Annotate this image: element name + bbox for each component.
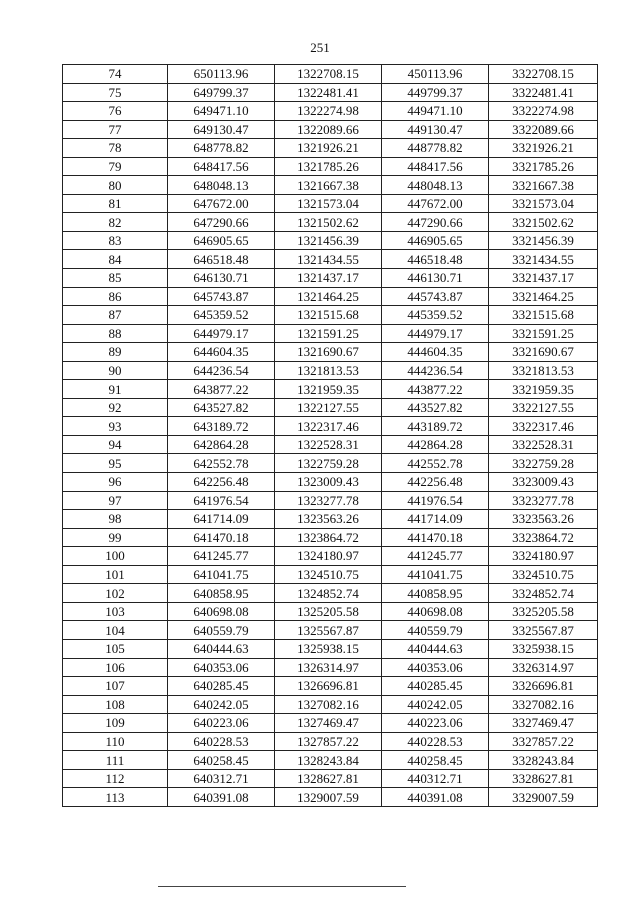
x1-cell: 640258.45 (168, 751, 275, 770)
y2-cell: 3327082.16 (489, 695, 598, 714)
y1-cell: 1324180.97 (275, 547, 382, 566)
table-row (63, 324, 598, 343)
table-row (63, 157, 598, 176)
point-number-cell: 93 (63, 417, 168, 436)
x2-cell: 441470.18 (382, 528, 489, 547)
y1-cell: 1326314.97 (275, 658, 382, 677)
point-number-cell: 108 (63, 695, 168, 714)
x1-cell: 646518.48 (168, 250, 275, 269)
y2-cell: 3322708.15 (489, 65, 598, 84)
point-number-cell: 85 (63, 269, 168, 288)
x1-cell: 644604.35 (168, 343, 275, 362)
point-number-cell: 112 (63, 769, 168, 788)
x1-cell: 640242.05 (168, 695, 275, 714)
y1-cell: 1324852.74 (275, 584, 382, 603)
x2-cell: 449471.10 (382, 102, 489, 121)
y1-cell: 1328627.81 (275, 769, 382, 788)
x2-cell: 444236.54 (382, 361, 489, 380)
point-number-cell: 96 (63, 473, 168, 492)
x2-cell: 441245.77 (382, 547, 489, 566)
y2-cell: 3321515.68 (489, 306, 598, 325)
y2-cell: 3322317.46 (489, 417, 598, 436)
y2-cell: 3322089.66 (489, 120, 598, 139)
y2-cell: 3321926.21 (489, 139, 598, 158)
y1-cell: 1329007.59 (275, 788, 382, 807)
point-number-cell: 76 (63, 102, 168, 121)
y2-cell: 3322528.31 (489, 435, 598, 454)
x1-cell: 643189.72 (168, 417, 275, 436)
point-number-cell: 104 (63, 621, 168, 640)
x2-cell: 448417.56 (382, 157, 489, 176)
y1-cell: 1325567.87 (275, 621, 382, 640)
point-number-cell: 87 (63, 306, 168, 325)
y2-cell: 3321437.17 (489, 269, 598, 288)
x2-cell: 444979.17 (382, 324, 489, 343)
table-row (63, 194, 598, 213)
x2-cell: 449130.47 (382, 120, 489, 139)
y2-cell: 3321434.55 (489, 250, 598, 269)
x2-cell: 441976.54 (382, 491, 489, 510)
y2-cell: 3321667.38 (489, 176, 598, 195)
x2-cell: 442256.48 (382, 473, 489, 492)
coordinates-table (62, 64, 598, 807)
x1-cell: 640391.08 (168, 788, 275, 807)
table-row (63, 176, 598, 195)
coordinates-table-body (63, 65, 598, 807)
point-number-cell: 111 (63, 751, 168, 770)
y1-cell: 1321813.53 (275, 361, 382, 380)
page-number: 251 (310, 40, 330, 55)
x2-cell: 444604.35 (382, 343, 489, 362)
x1-cell: 644236.54 (168, 361, 275, 380)
x2-cell: 447672.00 (382, 194, 489, 213)
x1-cell: 644979.17 (168, 324, 275, 343)
point-number-cell: 83 (63, 231, 168, 250)
x1-cell: 641976.54 (168, 491, 275, 510)
y2-cell: 3323864.72 (489, 528, 598, 547)
x2-cell: 440559.79 (382, 621, 489, 640)
y2-cell: 3323563.26 (489, 510, 598, 529)
y2-cell: 3324852.74 (489, 584, 598, 603)
x2-cell: 440391.08 (382, 788, 489, 807)
x2-cell: 447290.66 (382, 213, 489, 232)
point-number-cell: 109 (63, 714, 168, 733)
x1-cell: 647672.00 (168, 194, 275, 213)
table-row (63, 306, 598, 325)
x2-cell: 440698.08 (382, 602, 489, 621)
table-row (63, 343, 598, 362)
point-number-cell: 105 (63, 639, 168, 658)
table-row (63, 83, 598, 102)
y1-cell: 1321959.35 (275, 380, 382, 399)
y2-cell: 3322481.41 (489, 83, 598, 102)
x2-cell: 445359.52 (382, 306, 489, 325)
y2-cell: 3325938.15 (489, 639, 598, 658)
x1-cell: 640858.95 (168, 584, 275, 603)
point-number-cell: 75 (63, 83, 168, 102)
table-row (63, 213, 598, 232)
x1-cell: 648778.82 (168, 139, 275, 158)
y2-cell: 3323009.43 (489, 473, 598, 492)
x1-cell: 640223.06 (168, 714, 275, 733)
point-number-cell: 97 (63, 491, 168, 510)
y1-cell: 1324510.75 (275, 565, 382, 584)
x2-cell: 442552.78 (382, 454, 489, 473)
x2-cell: 443527.82 (382, 398, 489, 417)
table-row (63, 102, 598, 121)
x1-cell: 643877.22 (168, 380, 275, 399)
point-number-cell: 91 (63, 380, 168, 399)
y1-cell: 1327857.22 (275, 732, 382, 751)
table-row (63, 695, 598, 714)
x1-cell: 650113.96 (168, 65, 275, 84)
x1-cell: 649130.47 (168, 120, 275, 139)
point-number-cell: 110 (63, 732, 168, 751)
bottom-rule (158, 886, 406, 887)
table-row (63, 528, 598, 547)
y2-cell: 3322759.28 (489, 454, 598, 473)
table-row (63, 788, 598, 807)
point-number-cell: 88 (63, 324, 168, 343)
x1-cell: 646130.71 (168, 269, 275, 288)
y1-cell: 1321464.25 (275, 287, 382, 306)
table-row (63, 510, 598, 529)
y2-cell: 3327469.47 (489, 714, 598, 733)
y1-cell: 1321926.21 (275, 139, 382, 158)
y1-cell: 1325938.15 (275, 639, 382, 658)
table-row (63, 250, 598, 269)
y2-cell: 3321591.25 (489, 324, 598, 343)
x2-cell: 440228.53 (382, 732, 489, 751)
y2-cell: 3321785.26 (489, 157, 598, 176)
x1-cell: 640444.63 (168, 639, 275, 658)
y1-cell: 1322089.66 (275, 120, 382, 139)
y1-cell: 1323277.78 (275, 491, 382, 510)
y2-cell: 3324180.97 (489, 547, 598, 566)
x1-cell: 641714.09 (168, 510, 275, 529)
table-row (63, 120, 598, 139)
y1-cell: 1322317.46 (275, 417, 382, 436)
y2-cell: 3322127.55 (489, 398, 598, 417)
table-row (63, 361, 598, 380)
table-row (63, 435, 598, 454)
y2-cell: 3321502.62 (489, 213, 598, 232)
point-number-cell: 107 (63, 677, 168, 696)
y1-cell: 1321437.17 (275, 269, 382, 288)
x1-cell: 649471.10 (168, 102, 275, 121)
x1-cell: 641470.18 (168, 528, 275, 547)
y2-cell: 3328627.81 (489, 769, 598, 788)
y1-cell: 1321456.39 (275, 231, 382, 250)
table-row (63, 139, 598, 158)
point-number-cell: 101 (63, 565, 168, 584)
point-number-cell: 79 (63, 157, 168, 176)
x1-cell: 648417.56 (168, 157, 275, 176)
y2-cell: 3327857.22 (489, 732, 598, 751)
point-number-cell: 74 (63, 65, 168, 84)
y2-cell: 3324510.75 (489, 565, 598, 584)
x1-cell: 648048.13 (168, 176, 275, 195)
y1-cell: 1322127.55 (275, 398, 382, 417)
x2-cell: 449799.37 (382, 83, 489, 102)
y2-cell: 3321456.39 (489, 231, 598, 250)
x2-cell: 440285.45 (382, 677, 489, 696)
x2-cell: 440258.45 (382, 751, 489, 770)
table-row (63, 584, 598, 603)
point-number-cell: 106 (63, 658, 168, 677)
x1-cell: 640559.79 (168, 621, 275, 640)
y2-cell: 3321959.35 (489, 380, 598, 399)
x1-cell: 647290.66 (168, 213, 275, 232)
x2-cell: 446518.48 (382, 250, 489, 269)
point-number-cell: 80 (63, 176, 168, 195)
y1-cell: 1328243.84 (275, 751, 382, 770)
y1-cell: 1323009.43 (275, 473, 382, 492)
x1-cell: 640228.53 (168, 732, 275, 751)
y1-cell: 1327469.47 (275, 714, 382, 733)
table-row (63, 65, 598, 84)
table-row (63, 491, 598, 510)
point-number-cell: 99 (63, 528, 168, 547)
x1-cell: 641245.77 (168, 547, 275, 566)
x1-cell: 649799.37 (168, 83, 275, 102)
point-number-cell: 84 (63, 250, 168, 269)
x1-cell: 643527.82 (168, 398, 275, 417)
y1-cell: 1325205.58 (275, 602, 382, 621)
point-number-cell: 95 (63, 454, 168, 473)
x1-cell: 642552.78 (168, 454, 275, 473)
y1-cell: 1322481.41 (275, 83, 382, 102)
y2-cell: 3321573.04 (489, 194, 598, 213)
point-number-cell: 94 (63, 435, 168, 454)
y2-cell: 3322274.98 (489, 102, 598, 121)
x1-cell: 645359.52 (168, 306, 275, 325)
table-row (63, 287, 598, 306)
table-row (63, 732, 598, 751)
x2-cell: 448048.13 (382, 176, 489, 195)
point-number-cell: 77 (63, 120, 168, 139)
y1-cell: 1322759.28 (275, 454, 382, 473)
y1-cell: 1323864.72 (275, 528, 382, 547)
table-row (63, 473, 598, 492)
x2-cell: 446905.65 (382, 231, 489, 250)
table-row (63, 677, 598, 696)
point-number-cell: 89 (63, 343, 168, 362)
y1-cell: 1321785.26 (275, 157, 382, 176)
point-number-cell: 82 (63, 213, 168, 232)
y1-cell: 1322708.15 (275, 65, 382, 84)
table-row (63, 454, 598, 473)
x2-cell: 440858.95 (382, 584, 489, 603)
x2-cell: 446130.71 (382, 269, 489, 288)
y1-cell: 1323563.26 (275, 510, 382, 529)
y2-cell: 3321813.53 (489, 361, 598, 380)
x2-cell: 442864.28 (382, 435, 489, 454)
point-number-cell: 81 (63, 194, 168, 213)
point-number-cell: 113 (63, 788, 168, 807)
table-row (63, 658, 598, 677)
x2-cell: 448778.82 (382, 139, 489, 158)
table-row (63, 602, 598, 621)
y2-cell: 3326696.81 (489, 677, 598, 696)
table-row (63, 269, 598, 288)
table-row (63, 769, 598, 788)
point-number-cell: 92 (63, 398, 168, 417)
x2-cell: 441714.09 (382, 510, 489, 529)
x2-cell: 450113.96 (382, 65, 489, 84)
x1-cell: 642256.48 (168, 473, 275, 492)
y1-cell: 1321667.38 (275, 176, 382, 195)
y1-cell: 1321591.25 (275, 324, 382, 343)
point-number-cell: 78 (63, 139, 168, 158)
point-number-cell: 100 (63, 547, 168, 566)
x2-cell: 440223.06 (382, 714, 489, 733)
y1-cell: 1321690.67 (275, 343, 382, 362)
table-row (63, 714, 598, 733)
x2-cell: 443189.72 (382, 417, 489, 436)
table-row (63, 417, 598, 436)
y1-cell: 1322528.31 (275, 435, 382, 454)
y2-cell: 3329007.59 (489, 788, 598, 807)
x2-cell: 445743.87 (382, 287, 489, 306)
x1-cell: 642864.28 (168, 435, 275, 454)
point-number-cell: 90 (63, 361, 168, 380)
x1-cell: 640312.71 (168, 769, 275, 788)
x2-cell: 440312.71 (382, 769, 489, 788)
point-number-cell: 86 (63, 287, 168, 306)
table-row (63, 565, 598, 584)
table-row (63, 231, 598, 250)
point-number-cell: 103 (63, 602, 168, 621)
x1-cell: 640698.08 (168, 602, 275, 621)
table-row (63, 639, 598, 658)
y1-cell: 1327082.16 (275, 695, 382, 714)
x2-cell: 440242.05 (382, 695, 489, 714)
x1-cell: 640285.45 (168, 677, 275, 696)
y1-cell: 1321573.04 (275, 194, 382, 213)
x2-cell: 440444.63 (382, 639, 489, 658)
x1-cell: 646905.65 (168, 231, 275, 250)
y2-cell: 3325205.58 (489, 602, 598, 621)
table-row (63, 621, 598, 640)
y1-cell: 1321502.62 (275, 213, 382, 232)
x2-cell: 440353.06 (382, 658, 489, 677)
y2-cell: 3321690.67 (489, 343, 598, 362)
point-number-cell: 98 (63, 510, 168, 529)
point-number-cell: 102 (63, 584, 168, 603)
x2-cell: 441041.75 (382, 565, 489, 584)
x1-cell: 641041.75 (168, 565, 275, 584)
y1-cell: 1321515.68 (275, 306, 382, 325)
x1-cell: 640353.06 (168, 658, 275, 677)
y1-cell: 1322274.98 (275, 102, 382, 121)
y2-cell: 3328243.84 (489, 751, 598, 770)
x2-cell: 443877.22 (382, 380, 489, 399)
x1-cell: 645743.87 (168, 287, 275, 306)
y2-cell: 3326314.97 (489, 658, 598, 677)
table-row (63, 751, 598, 770)
y2-cell: 3321464.25 (489, 287, 598, 306)
y2-cell: 3325567.87 (489, 621, 598, 640)
table-row (63, 398, 598, 417)
table-row (63, 547, 598, 566)
y2-cell: 3323277.78 (489, 491, 598, 510)
y1-cell: 1321434.55 (275, 250, 382, 269)
table-row (63, 380, 598, 399)
y1-cell: 1326696.81 (275, 677, 382, 696)
